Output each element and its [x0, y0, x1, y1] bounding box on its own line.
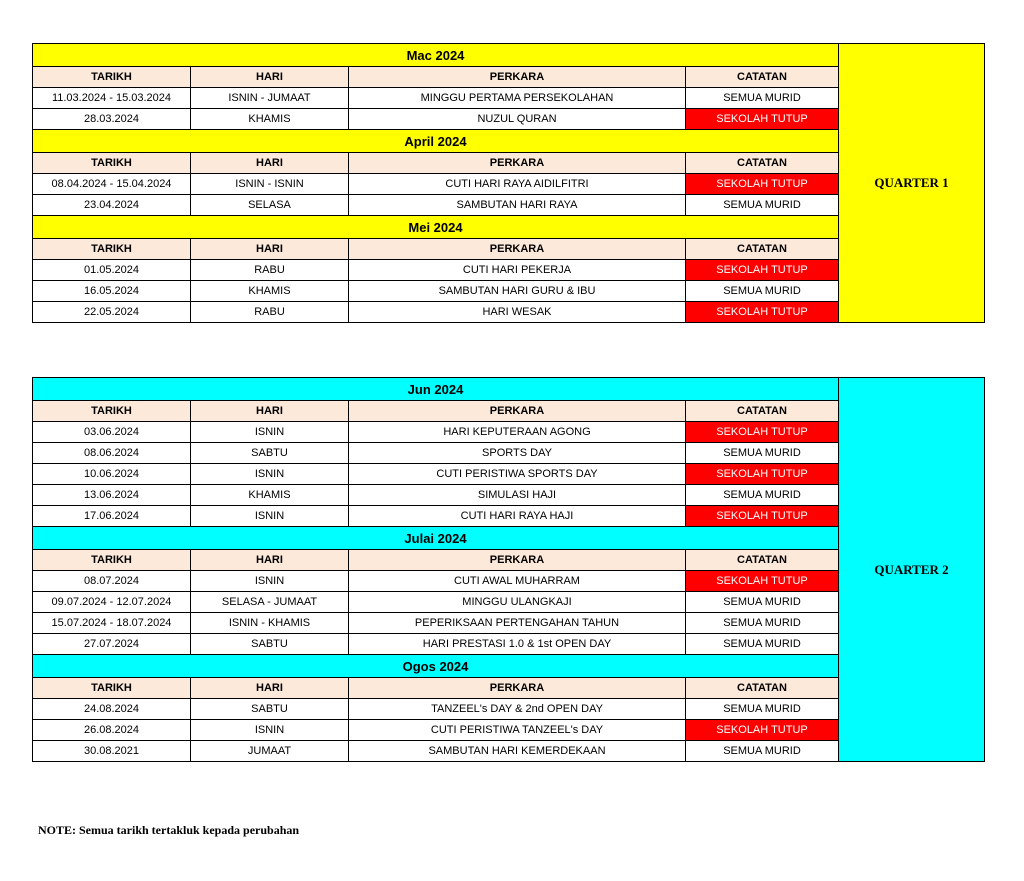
cell-day: KHAMIS — [191, 281, 349, 302]
month-title: Ogos 2024 — [33, 655, 839, 678]
cell-event: HARI KEPUTERAAN AGONG — [349, 422, 686, 443]
status-all-students: SEMUA MURID — [686, 613, 839, 634]
cell-date: 11.03.2024 - 15.03.2024 — [33, 88, 191, 109]
header-perkara: PERKARA — [349, 678, 686, 699]
status-closed: SEKOLAH TUTUP — [686, 720, 839, 741]
header-perkara: PERKARA — [349, 239, 686, 260]
header-tarikh: TARIKH — [33, 678, 191, 699]
cell-event: SAMBUTAN HARI KEMERDEKAAN — [349, 741, 686, 762]
cell-date: 13.06.2024 — [33, 485, 191, 506]
cell-date: 08.06.2024 — [33, 443, 191, 464]
month-title: Julai 2024 — [33, 527, 839, 550]
status-all-students: SEMUA MURID — [686, 592, 839, 613]
cell-date: 03.06.2024 — [33, 422, 191, 443]
cell-day: SABTU — [191, 699, 349, 720]
cell-date: 26.08.2024 — [33, 720, 191, 741]
header-tarikh: TARIKH — [33, 401, 191, 422]
cell-event: MINGGU ULANGKAJI — [349, 592, 686, 613]
status-closed: SEKOLAH TUTUP — [686, 260, 839, 281]
cell-event: SAMBUTAN HARI RAYA — [349, 195, 686, 216]
cell-day: SABTU — [191, 443, 349, 464]
status-all-students: SEMUA MURID — [686, 741, 839, 762]
header-tarikh: TARIKH — [33, 239, 191, 260]
header-hari: HARI — [191, 401, 349, 422]
cell-day: ISNIN - KHAMIS — [191, 613, 349, 634]
cell-event: SPORTS DAY — [349, 443, 686, 464]
header-hari: HARI — [191, 678, 349, 699]
quarter-2-table — [32, 377, 985, 762]
quarter-1-table — [32, 43, 985, 323]
header-hari: HARI — [191, 153, 349, 174]
status-all-students: SEMUA MURID — [686, 699, 839, 720]
month-row — [33, 378, 985, 401]
header-perkara: PERKARA — [349, 153, 686, 174]
cell-date: 15.07.2024 - 18.07.2024 — [33, 613, 191, 634]
month-title: Mei 2024 — [33, 216, 839, 239]
footer-note: NOTE: Semua tarikh tertakluk kepada perubahan — [38, 823, 300, 837]
header-perkara: PERKARA — [349, 550, 686, 571]
header-catatan: CATATAN — [686, 401, 839, 422]
cell-date: 09.07.2024 - 12.07.2024 — [33, 592, 191, 613]
status-closed: SEKOLAH TUTUP — [686, 506, 839, 527]
header-catatan: CATATAN — [686, 153, 839, 174]
status-all-students: SEMUA MURID — [686, 281, 839, 302]
cell-day: ISNIN - JUMAAT — [191, 88, 349, 109]
cell-event: SIMULASI HAJI — [349, 485, 686, 506]
cell-day: ISNIN — [191, 720, 349, 741]
cell-event: PEPERIKSAAN PERTENGAHAN TAHUN — [349, 613, 686, 634]
status-closed: SEKOLAH TUTUP — [686, 464, 839, 485]
status-all-students: SEMUA MURID — [686, 195, 839, 216]
cell-date: 17.06.2024 — [33, 506, 191, 527]
cell-date: 24.08.2024 — [33, 699, 191, 720]
status-closed: SEKOLAH TUTUP — [686, 109, 839, 130]
cell-day: KHAMIS — [191, 109, 349, 130]
status-all-students: SEMUA MURID — [686, 88, 839, 109]
cell-day: ISNIN — [191, 422, 349, 443]
cell-day: JUMAAT — [191, 741, 349, 762]
cell-event: CUTI PERISTIWA TANZEEL's DAY — [349, 720, 686, 741]
cell-event: HARI WESAK — [349, 302, 686, 323]
header-catatan: CATATAN — [686, 67, 839, 88]
month-title: Mac 2024 — [33, 44, 839, 67]
cell-day: RABU — [191, 302, 349, 323]
status-closed: SEKOLAH TUTUP — [686, 174, 839, 195]
cell-date: 10.06.2024 — [33, 464, 191, 485]
cell-event: CUTI HARI RAYA AIDILFITRI — [349, 174, 686, 195]
status-closed: SEKOLAH TUTUP — [686, 571, 839, 592]
quarter-label: QUARTER 2 — [839, 378, 985, 762]
month-title: Jun 2024 — [33, 378, 839, 401]
cell-day: KHAMIS — [191, 485, 349, 506]
header-perkara: PERKARA — [349, 401, 686, 422]
cell-event: NUZUL QURAN — [349, 109, 686, 130]
quarter-label: QUARTER 1 — [839, 44, 985, 323]
month-row — [33, 44, 985, 67]
header-catatan: CATATAN — [686, 239, 839, 260]
cell-day: SABTU — [191, 634, 349, 655]
cell-event: CUTI PERISTIWA SPORTS DAY — [349, 464, 686, 485]
header-tarikh: TARIKH — [33, 67, 191, 88]
cell-date: 23.04.2024 — [33, 195, 191, 216]
cell-date: 16.05.2024 — [33, 281, 191, 302]
cell-date: 28.03.2024 — [33, 109, 191, 130]
status-all-students: SEMUA MURID — [686, 443, 839, 464]
header-hari: HARI — [191, 550, 349, 571]
status-all-students: SEMUA MURID — [686, 485, 839, 506]
status-closed: SEKOLAH TUTUP — [686, 422, 839, 443]
cell-day: SELASA - JUMAAT — [191, 592, 349, 613]
cell-event: CUTI HARI RAYA HAJI — [349, 506, 686, 527]
cell-day: RABU — [191, 260, 349, 281]
cell-day: ISNIN — [191, 464, 349, 485]
cell-date: 30.08.2021 — [33, 741, 191, 762]
status-all-students: SEMUA MURID — [686, 634, 839, 655]
cell-event: CUTI AWAL MUHARRAM — [349, 571, 686, 592]
cell-event: MINGGU PERTAMA PERSEKOLAHAN — [349, 88, 686, 109]
cell-date: 01.05.2024 — [33, 260, 191, 281]
cell-event: HARI PRESTASI 1.0 & 1st OPEN DAY — [349, 634, 686, 655]
header-perkara: PERKARA — [349, 67, 686, 88]
header-catatan: CATATAN — [686, 550, 839, 571]
header-hari: HARI — [191, 239, 349, 260]
header-tarikh: TARIKH — [33, 550, 191, 571]
cell-event: TANZEEL's DAY & 2nd OPEN DAY — [349, 699, 686, 720]
month-title: April 2024 — [33, 130, 839, 153]
cell-date: 22.05.2024 — [33, 302, 191, 323]
cell-event: SAMBUTAN HARI GURU & IBU — [349, 281, 686, 302]
cell-date: 08.04.2024 - 15.04.2024 — [33, 174, 191, 195]
cell-day: ISNIN — [191, 506, 349, 527]
cell-day: ISNIN - ISNIN — [191, 174, 349, 195]
status-closed: SEKOLAH TUTUP — [686, 302, 839, 323]
header-catatan: CATATAN — [686, 678, 839, 699]
cell-day: ISNIN — [191, 571, 349, 592]
header-hari: HARI — [191, 67, 349, 88]
cell-event: CUTI HARI PEKERJA — [349, 260, 686, 281]
cell-date: 08.07.2024 — [33, 571, 191, 592]
cell-day: SELASA — [191, 195, 349, 216]
header-tarikh: TARIKH — [33, 153, 191, 174]
cell-date: 27.07.2024 — [33, 634, 191, 655]
